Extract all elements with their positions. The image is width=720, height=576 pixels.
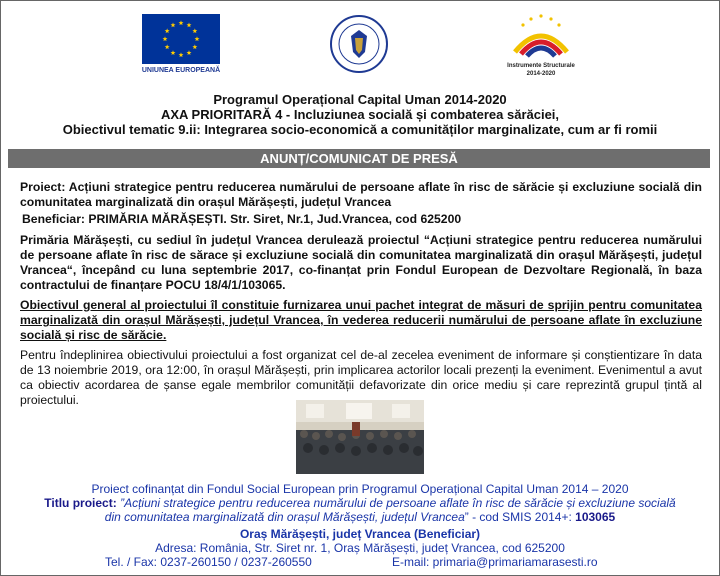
eu-caption: UNIUNEA EUROPEANĂ [141,67,221,74]
footer-beneficiary: Oraș Mărășești, județ Vrancea (Beneficiar) [239,527,481,541]
footer-project-title [40,496,680,524]
eu-flag-logo [142,14,220,64]
program-title: Programul Operațional Capital Uman 2014-2020 [213,92,507,107]
general-objective: Obiectivul general al proiectului îl constituie furnizarea unui pachet integrat de măsuri de sprijin pentru comunitatea marginalizată din orașul Mărășești, județul Vrancea, în vederea reducerii numărului de persoane aflate în excluziune socială și risc de sărăcie. [20,298,702,342]
government-seal-logo [329,14,389,74]
footer-title-label: Titlu proiect: [44,496,117,510]
structural-instruments-logo [509,12,573,60]
event-photo [296,400,424,474]
footer-address: Adresa: România, Str. Siret nr. 1, Oraș Mărășești, județ Vrancea, cod 625200 [155,541,565,555]
press-release-banner: ANUNȚ/COMUNICAT DE PRESĂ [8,149,710,168]
beneficiary-line: Beneficiar: PRIMĂRIA MĂRĂȘEȘTI. Str. Siret, Nr.1, Jud.Vrancea, cod 625200 [22,212,462,226]
structural-instruments-caption [492,62,590,78]
footer-smis-code: 103065 [575,510,616,524]
footer-smis-text: ” - cod SMIS 2014+: [464,510,576,524]
structural-caption-line2: 2014-2020 [526,71,556,77]
intro-paragraph: Primăria Mărășești, cu sediul în județul Vrancea derulează proiectul “Acțiuni strategice pentru reducerea numărului de persoane aflate în risc de sărace și excluziune socială din comunitatea marginalizată din orașul Mărășești, județul Vrancea“, începând cu luna septembrie 2017, co-finanțat prin Fondul European de Dezvoltare Regională, în baza contractului de finanțare POCU 18/4/1/103065. [20,233,702,292]
event-paragraph: Pentru îndeplinirea obiectivului proiectului a fost organizat cel de-al zecelea eveniment de informare și conștientizare în data de 13 noiembrie 2019, ora 12:00, în orașul Mărășești, prin implicarea actorilor locali prezenți la eveniment. Evenimentul a avut ca obiectiv acordarea de șanse egale membrilor comunității defavorizate din orice mediu și care reprezintă grupul țintă al proiectului. [20,348,702,407]
structural-caption-line1: Instrumente Structurale [507,63,575,69]
project-title: Proiect: Acțiuni strategice pentru reducerea numărului de persoane aflate în risc de sărăcie și excluziune socială din comunitatea marginalizată din orașul Mărășești, județul Vrancea [20,180,702,209]
thematic-objective: Obiectivul tematic 9.ii: Integrarea socio-economică a comunităților marginalizate, cum ar fi romii [62,122,658,137]
footer-email: E-mail: primaria@primariamarasesti.ro [392,555,598,569]
footer-phone: Tel. / Fax: 0237-260150 / 0237-260550 [105,555,312,569]
cofinancing-line: Proiect cofinanțat din Fondul Social European prin Programul Operațional Capital Uman 2014 – 2020 [91,482,629,496]
footer-title-text: ”Acțiuni strategice pentru reducerea numărului de persoane aflate în risc de sărăcie și excluziune socială din comunitatea marginalizată din orașul Mărășești, județul Vrancea [104,496,676,524]
priority-axis: AXA PRIORITARĂ 4 - Incluziunea socială și combaterea sărăciei, [160,107,560,122]
